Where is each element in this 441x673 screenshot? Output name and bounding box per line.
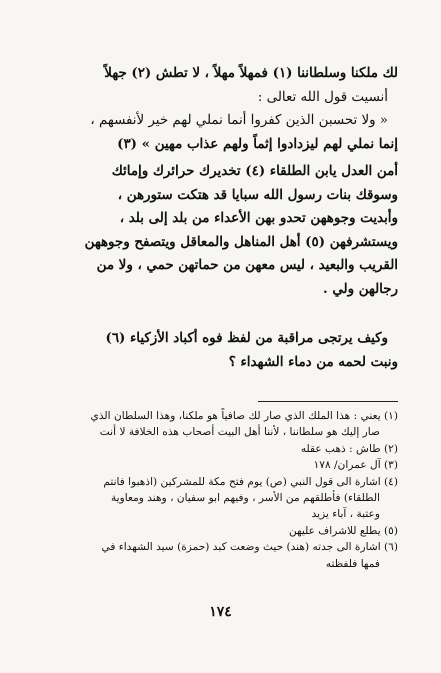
- main-text-paragraph-3: [60, 327, 398, 374]
- text-line: لك ملكنا وسلطاننا (١) فمهلاً مهلاً ، لا تطش (٢) جهلاً: [104, 65, 398, 81]
- quran-verse-line: إنما نملي لهم ليزدادوا إثماً ولهم عذاب مهين » (٣): [117, 135, 398, 152]
- footnote-line: وعتبة ، آباء يزيد: [311, 508, 380, 521]
- footnote-line: صار إليك هو سلطاننا ، لأننا أهل البيت أصحاب هذه الخلافة لا أنت: [99, 426, 380, 439]
- text-line: ونبت لحمه من دماء الشهداء ؟: [228, 353, 398, 370]
- footnote-line: (٣) آل عمران/ ١٧٨: [313, 459, 398, 472]
- footnote-line: (٤) اشارة الى قول النبي (ص) يوم فتح مكة للمشركين (اذهبوا فانتم: [103, 475, 398, 488]
- main-text: [60, 62, 398, 156]
- footnote-line: (٥) يطلع للاشراف عليهن: [288, 524, 398, 537]
- main-text-paragraph-2: [60, 160, 398, 302]
- text-line: وسوقك بنات رسول الله سبايا قد هتكت ستورهن ،: [117, 186, 398, 203]
- footnote-line: (٢) طاش : ذهب عقله: [300, 442, 398, 455]
- text-line: ويستشرفهن (٥) أهل المناهل والمعاقل ويتصفح وجوههن: [84, 233, 398, 250]
- text-line: أنسيت قول الله تعالى :: [257, 89, 388, 105]
- text-line: القريب والبعيد ، ليس معهن من حماتهن حمي ، ولا من: [96, 257, 398, 274]
- footnotes: [60, 408, 398, 572]
- footnote-line: (١) يعني : هذا الملك الذي صار لك صافياً هو ملكنا، وهذا السلطان الذي: [90, 410, 398, 422]
- text-line: رجالهن ولي .: [323, 280, 398, 297]
- footnote-line: الطلقاء) فأطلقهم من الأسر ، وفيهم ابو سفيان ، وهند ومعاوية: [111, 491, 380, 504]
- text-line: وكيف يرتجى مراقبة من لفظ فوه أكباد الأزكياء (٦): [105, 330, 388, 346]
- footnote-divider: [258, 401, 398, 402]
- text-line: وأبديت وجوههن تحدو بهن الأعداء من بلد إلى بلد ،: [119, 210, 398, 227]
- footnote-line: (٦) اشارة الى جدته (هند) حيث وضعت كبد (حمزة) سيد الشهداء في: [101, 541, 398, 554]
- text-line: أمن العدل يابن الطلقاء (٤) تخديرك حرائرك وإمائك: [111, 163, 398, 179]
- footnote-line: فمها فلفظته: [325, 557, 380, 570]
- quran-verse-line: « ولا تحسبن الذين كفروا أنما نملي لهم خير لأنفسهم ،: [90, 113, 388, 129]
- page-number: ١٧٤: [209, 604, 232, 620]
